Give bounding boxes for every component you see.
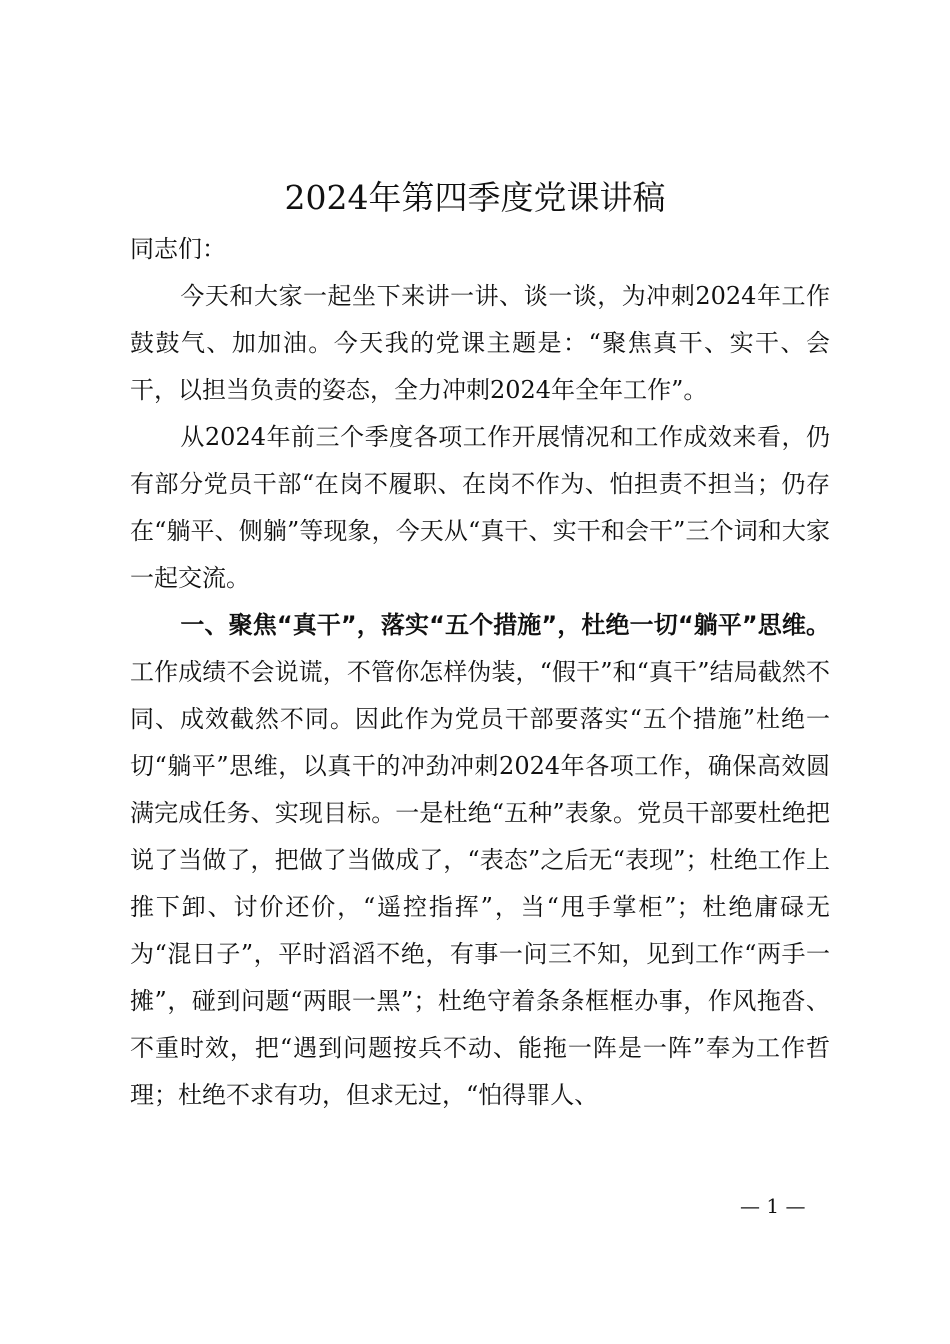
section-one-heading: 一、聚焦“真干”，落实“五个措施”，杜绝一切“躺平”思维。	[180, 611, 830, 639]
page-number: — 1 —	[740, 1194, 806, 1218]
salutation: 同志们：	[130, 235, 226, 263]
paragraph-intro: 今天和大家一起坐下来讲一讲、谈一谈，为冲刺2024年工作鼓鼓气、加加油。今天我的党课主题是：“聚焦真干、实干、会干，以担当负责的姿态，全力冲刺2024年全年工作”。	[130, 282, 830, 404]
section-one-body: 工作成绩不会说谎，不管你怎样伪装，“假干”和“真干”结局截然不同、成效截然不同。因此作为党员干部要落实“五个措施”杜绝一切“躺平”思维，以真干的冲劲冲刺2024年各项工作，确保高效圆满完成任务、实现目标。一是杜绝“五种”表象。党员干部要杜绝把说了当做了，把做了当做成了，“表态”之后无“表现”；杜绝工作上推下卸、讨价还价，“遥控指挥”，当“甩手掌柜”；杜绝庸碌无为“混日子”，平时滔滔不绝，有事一问三不知，见到工作“两手一摊”，碰到问题“两眼一黑”；杜绝守着条条框框办事，作风拖沓、不重时效，把“遇到问题按兵不动、能拖一阵是一阵”奉为工作哲理；杜绝不求有功，但求无过，“怕得罪人、	[130, 658, 830, 1109]
document-title: 2024年第四季度党课讲稿	[284, 178, 666, 217]
document-body	[130, 226, 830, 1119]
section-one-paragraph	[130, 602, 830, 1119]
paragraph-overview: 从2024年前三个季度各项工作开展情况和工作成效来看，仍有部分党员干部“在岗不履职、在岗不作为、怕担责不担当；仍存在“躺平、侧躺”等现象，今天从“真干、实干和会干”三个词和大家一起交流。	[130, 423, 830, 592]
